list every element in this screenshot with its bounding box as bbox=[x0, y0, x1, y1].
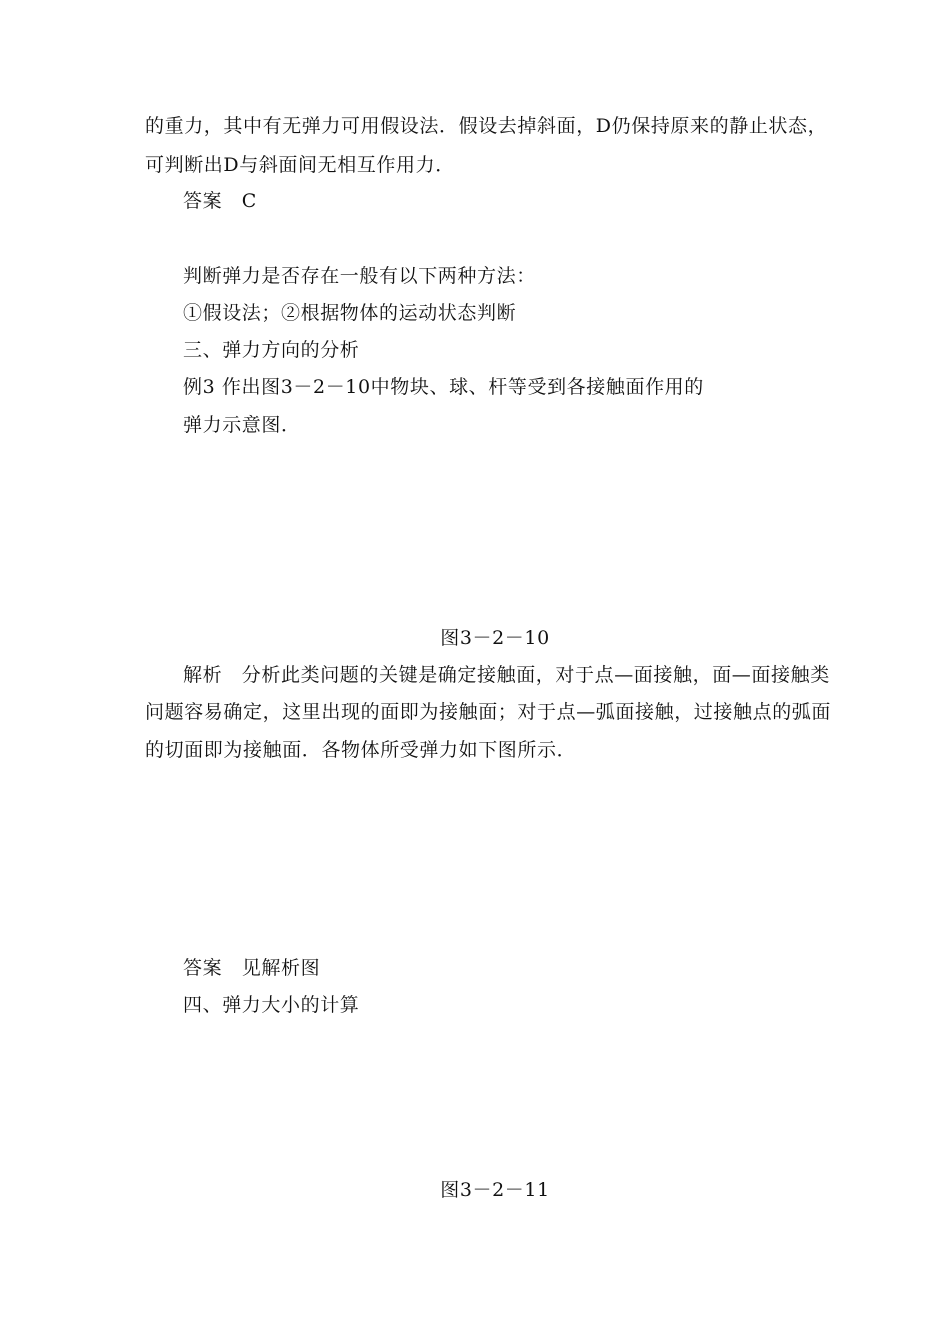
example-line: 弹力示意图． bbox=[183, 414, 301, 436]
example-line: 例3 作出图3－2－10中物块、球、杆等受到各接触面作用的 bbox=[183, 376, 704, 398]
analysis-line: 解析 分析此类问题的关键是确定接触面，对于点—面接触，面—面接触类 bbox=[183, 664, 830, 686]
answer-line: 答案 C bbox=[183, 190, 257, 212]
paragraph-line: 的重力，其中有无弹力可用假设法．假设去掉斜面，D仍保持原来的静止状态， bbox=[145, 115, 828, 137]
analysis-line: 问题容易确定，这里出现的面即为接触面；对于点—弧面接触，过接触点的弧面 bbox=[145, 701, 832, 723]
analysis-line: 的切面即为接触面．各物体所受弹力如下图所示． bbox=[145, 739, 577, 761]
tip-line: ①假设法；②根据物体的运动状态判断 bbox=[183, 302, 517, 324]
answer-line: 答案 见解析图 bbox=[183, 957, 321, 979]
section-heading: 四、弹力大小的计算 bbox=[183, 994, 360, 1016]
figure-caption: 图3－2－11 bbox=[440, 1179, 550, 1201]
figure-caption: 图3－2－10 bbox=[440, 627, 550, 649]
tip-line: 判断弹力是否存在一般有以下两种方法： bbox=[183, 265, 536, 287]
section-heading: 三、弹力方向的分析 bbox=[183, 339, 360, 361]
paragraph-line: 可判断出D与斜面间无相互作用力． bbox=[145, 154, 455, 176]
